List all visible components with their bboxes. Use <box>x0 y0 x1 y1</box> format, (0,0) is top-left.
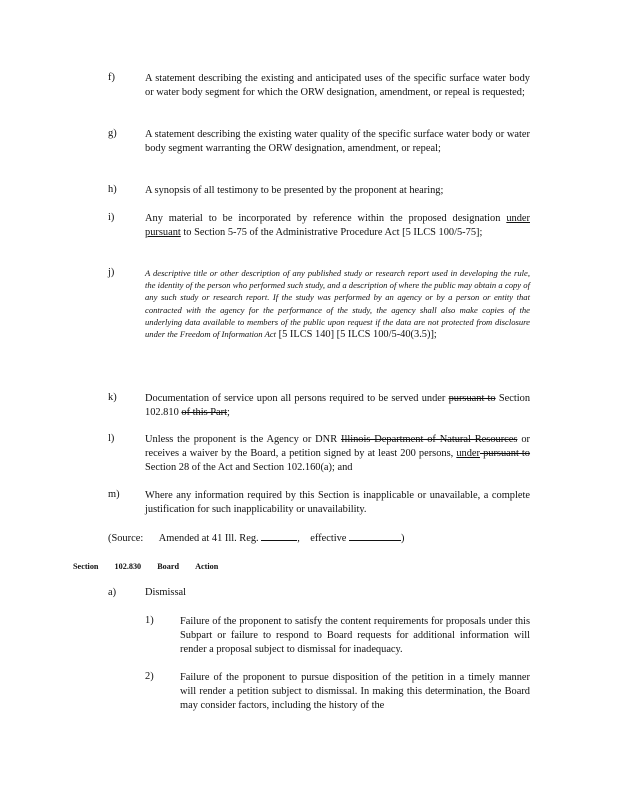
source-note: (Source: Amended at 41 Ill. Reg. , effective ) <box>108 533 405 544</box>
item-label: h) <box>108 184 117 195</box>
item-text: A synopsis of all testimony to be presented by the proponent at hearing; <box>145 185 444 196</box>
item-text: Documentation of service upon all persons required to be served under pursuant to Section 102.810 of this Part; <box>145 393 531 419</box>
item-text: Where any information required by this Section is inapplicable or unavailable, a complete justification for such inapplicability or unavailability. <box>145 490 530 516</box>
item-label: j) <box>108 267 115 278</box>
subitem-number: 1) <box>145 615 154 626</box>
item-label: i) <box>108 212 115 223</box>
item-label: l) <box>108 433 115 444</box>
item-label: g) <box>108 128 117 139</box>
subsection-label: a) <box>108 587 117 598</box>
item-label: f) <box>108 72 115 83</box>
item-label: m) <box>108 489 120 500</box>
subitem-text: Failure of the proponent to pursue disposition of the petition in a timely manner will render a petition subject to dismissal. In making this determination, the Board may consider factors, including the history of the <box>180 672 530 712</box>
item-text: Any material to be incorporated by reference within the proposed designation under pursuant to Section 5-75 of the Administrative Procedure Act [5 ILCS 100/5-75]; <box>145 213 530 239</box>
item-text: Unless the proponent is the Agency or DNR Illinois Department of Natural Resources or receives a waiver by the Board, a petition signed by at least 200 persons, under pursuant to Section 28 of the Act and Section 102.160(a); and <box>145 434 531 474</box>
subitem-number: 2) <box>145 671 154 682</box>
subsection-title: Dismissal <box>145 587 186 598</box>
section-heading: Section 102.830 Board Action <box>73 562 219 571</box>
subitem-text: Failure of the proponent to satisfy the content requirements for proposals under this Subpart or failure to respond to Board requests for additional information will render a proposal subject to dismissal for inadequacy. <box>180 616 530 656</box>
blank-line <box>261 531 297 541</box>
item-text: A statement describing the existing and anticipated uses of the specific surface water body or water body segment for which the ORW designation, amendment, or repeal is requested; <box>145 73 530 99</box>
item-text: A descriptive title or other description of any published study or research report used in developing the rule, the identity of the person who performed such study, and a description of where the public may obtain a copy of any such study or research report. If the study was performed by an agency or by a person or entity that contracted with the agency for the performance of the study, the agency shall also make copies of the underlying data available to members of the public upon request if the data are not protected from disclosure under the Freedom of Information Act [5 ILCS 140] [5 ILCS 100/5-40(3.5)]; <box>145 268 530 341</box>
blank-line <box>349 531 401 541</box>
item-label: k) <box>108 392 117 403</box>
item-text: A statement describing the existing water quality of the specific surface water body or water body segment warranting the ORW designation, amendment, or repeal; <box>145 129 530 155</box>
